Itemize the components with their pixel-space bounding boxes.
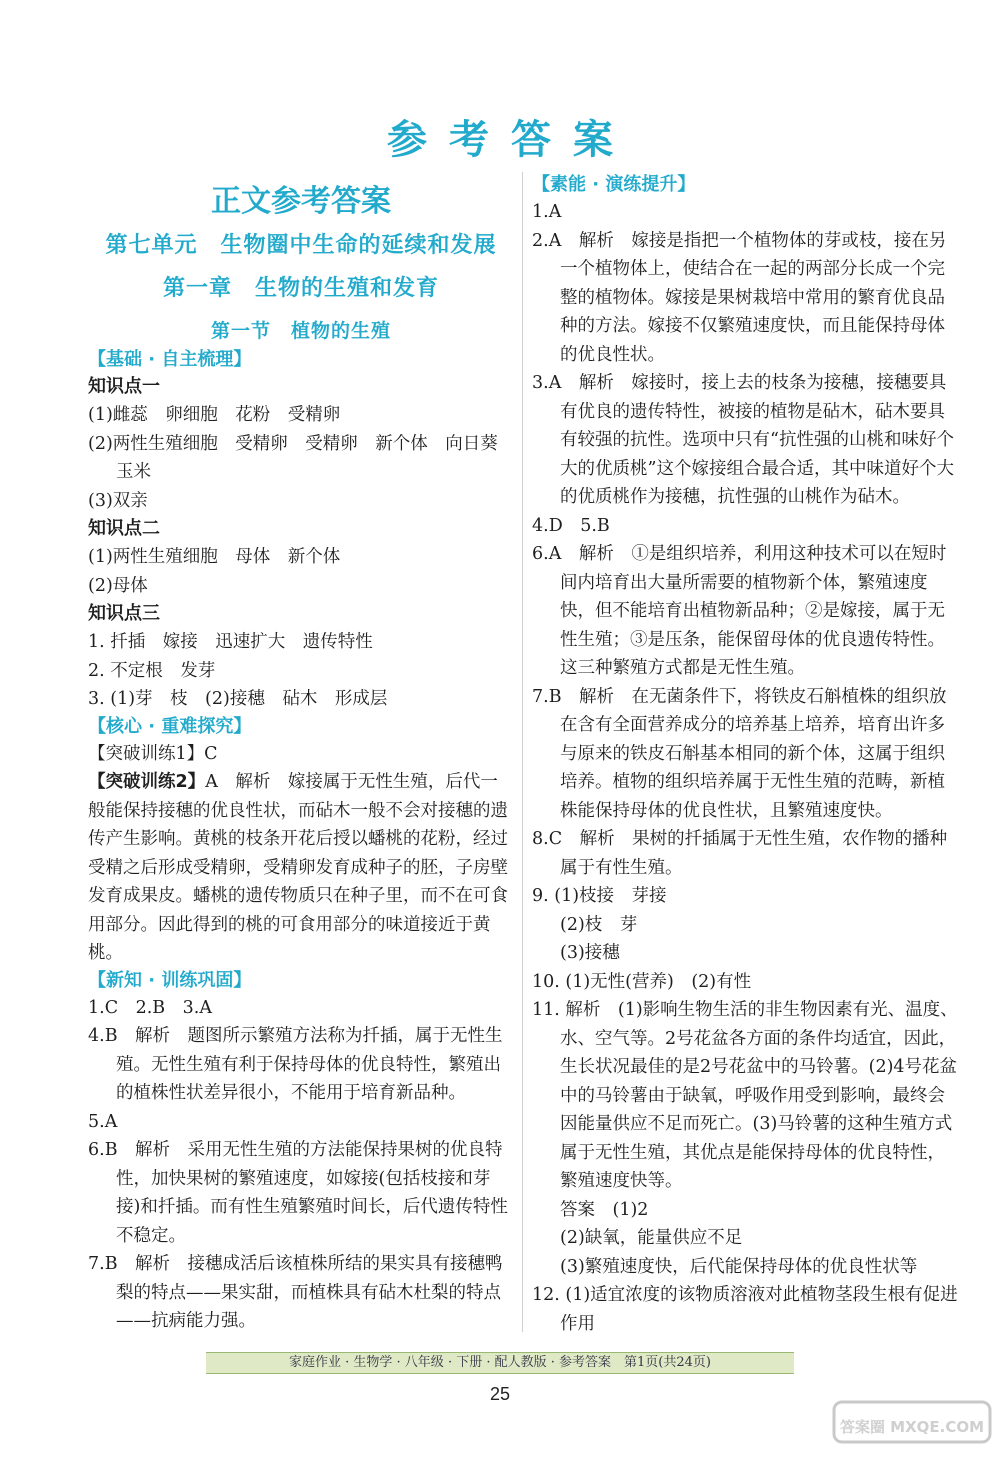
answer-6: 6.B 解析 采用无性生殖的方法能保持果树的优良特性，加快果树的繁殖速度，如嫁接(包括枝接和芽接)和扦插。而有性生殖繁殖时间长，后代遗传特性不稳定。 [88, 1140, 508, 1246]
section-heading: 第一节 植物的生殖 [210, 320, 391, 342]
page-number: 25 [489, 1384, 511, 1404]
kp3-line-1: 1. 扦插 嫁接 迅速扩大 遗传特性 [88, 632, 373, 652]
r-answer-9-l1: 9. (1)枝接 芽接 [532, 886, 667, 906]
r-answer-2: 2.A 解析 嫁接是指把一个植物体的芽或枝，接在另一个植物体上，使结合在一起的两部分长成一个完整的植物体。嫁接是果树栽培中常用的繁育优良品种的方法。嫁接不仅繁殖速度快，而且能保持母体的优良性状。 [532, 230, 947, 365]
r-answer-10: 10. (1)无性(营养) (2)有性 [532, 971, 752, 992]
r-answer-11: 11. 解析 (1)影响生物生活的非生物因素有光、温度、水、空气等。2号花盆各方面的条件均适宜，因此，生长状况最佳的是2号花盆中的马铃薯。(2)4号花盆中的马铃薯由于缺氧，呼吸作用受到影响，最终会因能量供应不足而死亡。(3)马铃薯的这种生殖方式属于无性生殖，其优点是能保持母体的优良特性，繁殖速度快等。 [532, 1000, 958, 1191]
r-answer-6: 6.A 解析 ①是组织培养，利用这种技术可以在短时间内培育出大量所需要的植物新个体，繁殖速度快，但不能培育出植物新品种；②是嫁接，属于无性生殖；③是压条，能保留母体的优良遗传特性。这三种繁殖方式都是无性生殖。 [532, 544, 947, 678]
r-answer-9-l3: (3)接穗 [560, 943, 620, 963]
r-answer-4-5: 4.D 5.B [532, 515, 610, 536]
tag-core: 【核心 · 重难探究】 [88, 715, 252, 737]
tag-practice: 【素能 · 演练提升】 [532, 174, 696, 195]
unit-heading: 第七单元 生物圈中生命的延续和发展 [105, 233, 497, 258]
r-answer-3: 3.A 解析 嫁接时，接上去的枝条为接穗，接穗要具有优良的遗传特性，被接的植物是砧木，砧木要具有较强的抗性。选项中只有“抗性强的山桃和味好个大的优质桃”这个嫁接组合最合适，其中味道好个大的优质桃作为接穗，抗性强的山桃作为砧木。 [532, 373, 954, 507]
knowledge-point-1: 知识点一 [88, 376, 160, 397]
breakthrough-2-label: 【突破训练2】 [88, 772, 206, 792]
knowledge-point-2: 知识点二 [88, 518, 160, 539]
kp1-line-3: (3)双亲 [88, 490, 148, 511]
answer-7: 7.B 解析 接穗成活后该植株所结的果实具有接穗鸭梨的特点——果实甜，而植株具有砧木杜梨的特点——抗病能力强。 [88, 1254, 503, 1331]
r-answer-11-ans-2: (2)缺氧，能量供应不足 [560, 1228, 743, 1248]
answers-1-3: 1.C 2.B 3.A [88, 997, 212, 1018]
main-heading: 正文参考答案 [211, 184, 391, 219]
kp3-line-3: 3. (1)芽 枝 (2)接穗 砧木 形成层 [88, 689, 388, 709]
r-answer-9-l2: (2)枝 芽 [560, 914, 638, 935]
answer-4: 4.B 解析 题图所示繁殖方法称为扦插，属于无性生殖。无性生殖有利于保持母体的优良特性，繁殖出的植株性状差异很小，不能用于培育新品种。 [88, 1026, 503, 1103]
watermark-text: 答案圈 MXQE.COM [839, 1418, 985, 1436]
kp1-line-1: (1)雌蕊 卵细胞 花粉 受精卵 [88, 405, 341, 425]
kp2-line-2: (2)母体 [88, 575, 148, 596]
column-divider [522, 172, 523, 1332]
r-answer-7: 7.B 解析 在无菌条件下，将铁皮石斛植株的组织放在含有全面营养成分的培养基上培养，培育出许多与原来的铁皮石斛基本相同的新个体，这属于组织培养。植物的组织培养属于无性生殖的范畴，新植株能保持母体的优良性状，且繁殖速度快。 [532, 686, 947, 821]
tag-new-knowledge: 【新知 · 训练巩固】 [88, 969, 252, 991]
chapter-heading: 第一章 生物的生殖和发育 [162, 276, 439, 301]
kp2-line-1: (1)两性生殖细胞 母体 新个体 [88, 547, 341, 567]
left-column [88, 172, 514, 1336]
r-answer-12: 12. (1)适宜浓度的该物质溶液对此植物茎段生根有促进作用 [532, 1285, 958, 1334]
breakthrough-2 [88, 768, 514, 968]
right-column [532, 172, 960, 1338]
tag-basics: 【基础 · 自主梳理】 [88, 349, 252, 370]
r-answer-1: 1.A [532, 202, 562, 222]
watermark-logo [832, 1398, 992, 1466]
page-footer: 家庭作业 · 生物学 · 八年级 · 下册 · 配人教版 · 参考答案 第1页(共24页) [206, 1352, 794, 1374]
knowledge-point-3: 知识点三 [88, 603, 160, 624]
kp3-line-2: 2. 不定根 发芽 [88, 660, 216, 681]
kp1-line-2: (2)两性生殖细胞 受精卵 受精卵 新个体 向日葵 玉米 [88, 433, 516, 482]
answer-5: 5.A [88, 1111, 118, 1132]
page-title: 参考答案 [387, 117, 635, 163]
r-answer-11-ans-3: (3)繁殖速度快，后代能保持母体的优良性状等 [560, 1256, 918, 1277]
r-answer-11-ans-1: 答案 (1)2 [560, 1199, 649, 1220]
r-answer-8: 8.C 解析 果树的扦插属于无性生殖，农作物的播种属于有性生殖。 [532, 829, 948, 878]
breakthrough-1: 【突破训练1】C [88, 743, 218, 764]
breakthrough-2-text: A 解析 嫁接属于无性生殖，后代一般能保持接穗的优良性状，而砧木一般不会对接穗的遗传产生影响。黄桃的枝条开花后授以蟠桃的花粉，经过受精之后形成受精卵，受精卵发育成种子的胚，子房壁发育成果皮。蟠桃的遗传物质只在种子里，而不在可食用部分。因此得到的桃的可食用部分的味道接近于黄桃。 [88, 772, 508, 963]
